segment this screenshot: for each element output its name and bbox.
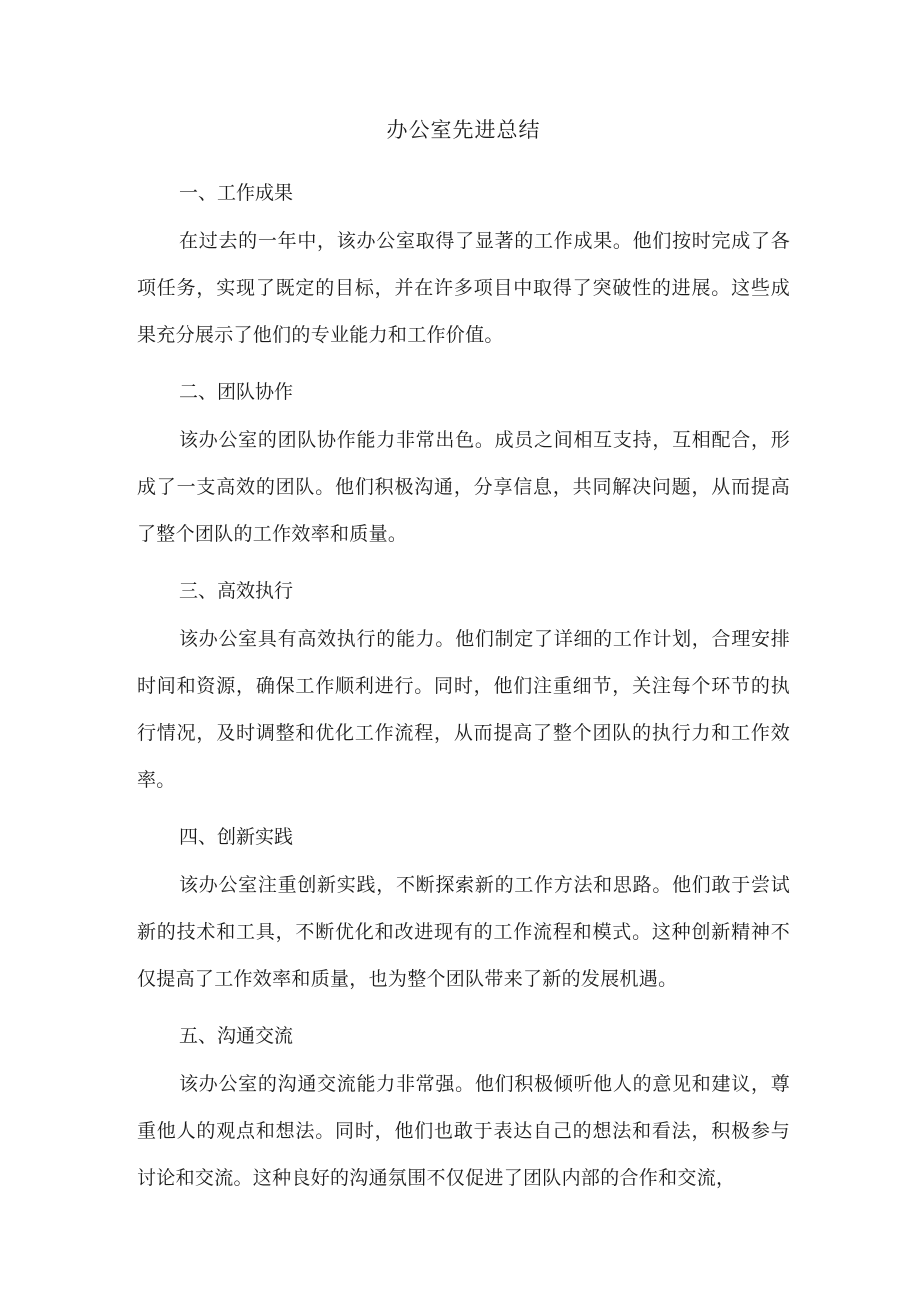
section-heading-communication: 五、沟通交流 (179, 1025, 294, 1047)
section-paragraph-teamwork: 该办公室的团队协作能力非常出色。成员之间相互支持，互相配合，形成了一支高效的团队。他们积极沟通，分享信息，共同解决问题，从而提高了整个团队的工作效率和质量。 (137, 429, 790, 545)
section-heading-teamwork: 二、团队协作 (179, 381, 294, 403)
section-paragraph-innovation: 该办公室注重创新实践，不断探索新的工作方法和思路。他们敢于尝试新的技术和工具，不断优化和改进现有的工作流程和模式。这种创新精神不仅提高了工作效率和质量，也为整个团队带来了新的发展机遇。 (137, 874, 790, 990)
section-paragraph-work-results: 在过去的一年中，该办公室取得了显著的工作成果。他们按时完成了各项任务，实现了既定的目标，并在许多项目中取得了突破性的进展。这些成果充分展示了他们的专业能力和工作价值。 (137, 230, 790, 346)
section-heading-innovation: 四、创新实践 (179, 826, 294, 848)
section-heading-execution: 三、高效执行 (179, 580, 294, 602)
section-heading-work-results: 一、工作成果 (179, 182, 294, 204)
section-paragraph-communication: 该办公室的沟通交流能力非常强。他们积极倾听他人的意见和建议，尊重他人的观点和想法。同时，他们也敢于表达自己的想法和看法，积极参与讨论和交流。这种良好的沟通氛围不仅促进了团队内部的合作和交流， (137, 1073, 790, 1189)
section-paragraph-execution: 该办公室具有高效执行的能力。他们制定了详细的工作计划，合理安排时间和资源，确保工作顺利进行。同时，他们注重细节，关注每个环节的执行情况，及时调整和优化工作流程，从而提高了整个团队的执行力和工作效率。 (137, 628, 790, 791)
document-title: 办公室先进总结 (386, 118, 541, 142)
